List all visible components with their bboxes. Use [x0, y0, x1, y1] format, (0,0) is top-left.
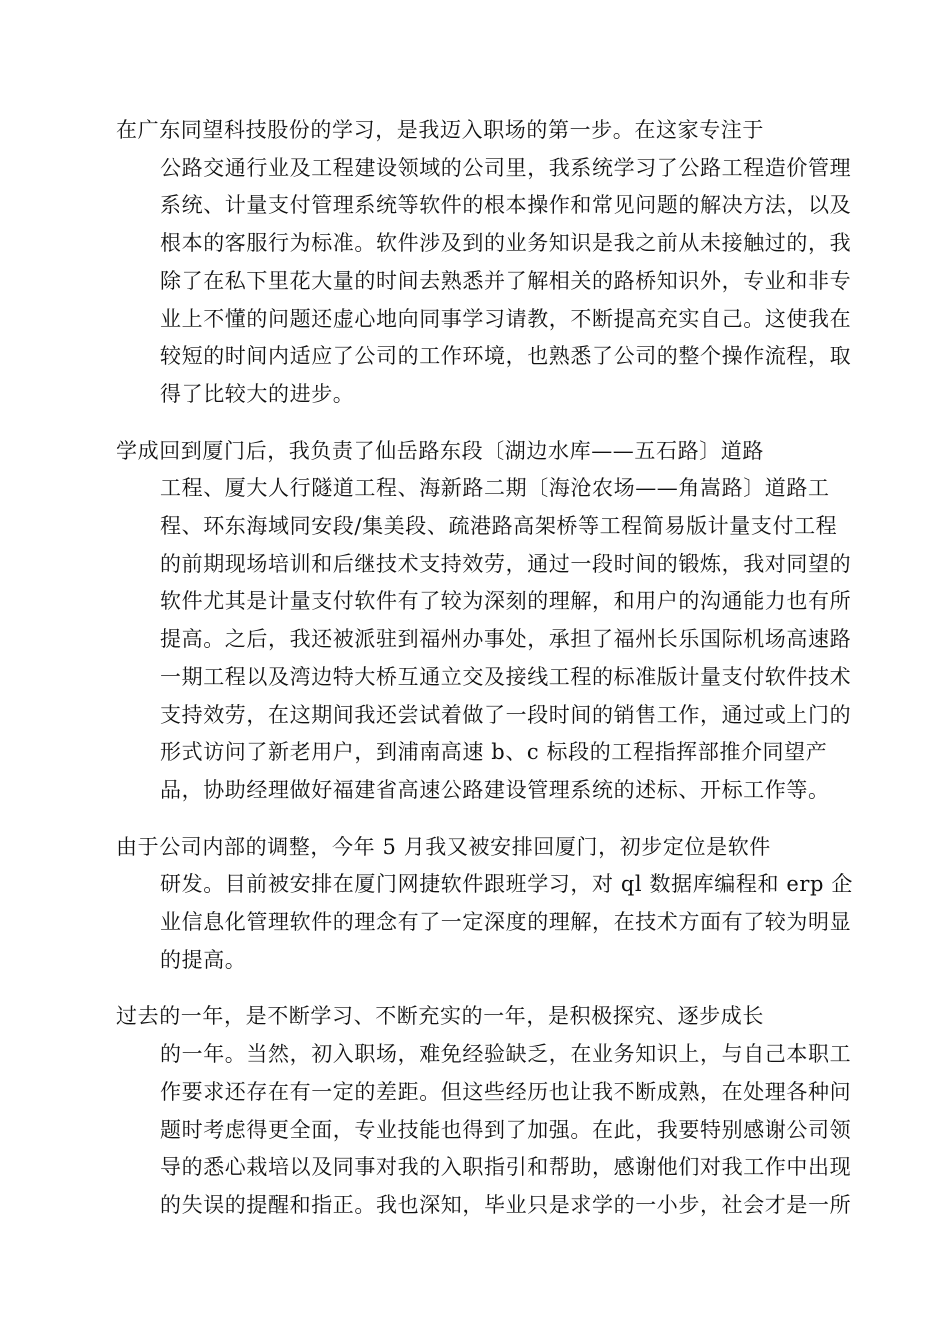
paragraph-line: 一期工程以及湾边特大桥互通立交及接线工程的标准版计量支付软件技术 [160, 664, 852, 689]
paragraph-line: 的一年。当然，初入职场，难免经验缺乏，在业务知识上，与自己本职工 [160, 1042, 852, 1067]
paragraph-line: 的前期现场培训和后继技术支持效劳，通过一段时间的锻炼，我对同望的 [160, 551, 852, 576]
paragraph-line: 的提高。 [160, 947, 247, 972]
paragraph-line: 支持效劳，在这期间我还尝试着做了一段时间的销售工作，通过或上门的 [160, 702, 852, 727]
paragraph-line: 作要求还存在有一定的差距。但这些经历也让我不断成熟，在处理各种问 [160, 1079, 852, 1104]
paragraph-line: 导的悉心栽培以及同事对我的入职指引和帮助，感谢他们对我工作中出现 [160, 1155, 852, 1180]
paragraph-line: 业上不懂的问题还虚心地向同事学习请教，不断提高充实自己。这使我在 [160, 306, 852, 331]
paragraph-line: 的失误的提醒和指正。我也深知，毕业只是求学的一小步，社会才是一所 [160, 1192, 852, 1217]
paragraph-line: 题时考虑得更全面，专业技能也得到了加强。在此，我要特别感谢公司领 [160, 1117, 852, 1142]
paragraph-line: 由于公司内部的调整，今年 5 月我又被安排回厦门，初步定位是软件 [116, 834, 771, 859]
paragraph-line: 在广东同望科技股份的学习，是我迈入职场的第一步。在这家专注于 [116, 118, 764, 142]
paragraph-line: 公路交通行业及工程建设领域的公司里，我系统学习了公路工程造价管理 [160, 155, 852, 180]
paragraph-line: 除了在私下里花大量的时间去熟悉并了解相关的路桥知识外，专业和非专 [160, 268, 852, 293]
paragraph-line: 工程、厦大人行隧道工程、海新路二期〔海沧农场——角嵩路〕道路工 [160, 476, 830, 501]
paragraph-line: 过去的一年，是不断学习、不断充实的一年，是积极探究、逐步成长 [116, 1004, 764, 1029]
paragraph-line: 根本的客服行为标准。软件涉及到的业务知识是我之前从未接触过的，我 [160, 231, 852, 256]
document-page [116, 112, 853, 1244]
paragraph-line: 得了比较大的进步。 [160, 381, 355, 406]
paragraph-line: 形式访问了新老用户，到浦南高速 b、c 标段的工程指挥部推介同望产 [160, 740, 828, 765]
paragraph-line: 系统、计量支付管理系统等软件的根本操作和常见问题的解决方法，以及 [160, 193, 852, 218]
paragraph-2 [116, 433, 852, 810]
paragraph-line: 提高。之后，我还被派驻到福州办事处，承担了福州长乐国际机场高速路 [160, 627, 852, 652]
paragraph-line: 程、环东海域同安段/集美段、疏港路高架桥等工程简易版计量支付工程 [160, 514, 838, 539]
paragraph-3 [116, 829, 853, 980]
paragraph-line: 较短的时间内适应了公司的工作环境，也熟悉了公司的整个操作流程，取 [160, 344, 852, 369]
paragraph-line: 软件尤其是计量支付软件有了较为深刻的理解，和用户的沟通能力也有所 [160, 589, 852, 614]
paragraph-line: 品，协助经理做好福建省高速公路建设管理系统的述标、开标工作等。 [160, 777, 830, 802]
paragraph-line: 学成回到厦门后，我负责了仙岳路东段〔湖边水库——五石路〕道路 [116, 438, 764, 463]
paragraph-4 [116, 998, 852, 1224]
paragraph-line: 业信息化管理软件的理念有了一定深度的理解，在技术方面有了较为明显 [160, 910, 852, 935]
paragraph-line: 研发。目前被安排在厦门网捷软件跟班学习，对 ql 数据库编程和 erp 企 [160, 872, 853, 897]
paragraph-1 [116, 112, 852, 414]
